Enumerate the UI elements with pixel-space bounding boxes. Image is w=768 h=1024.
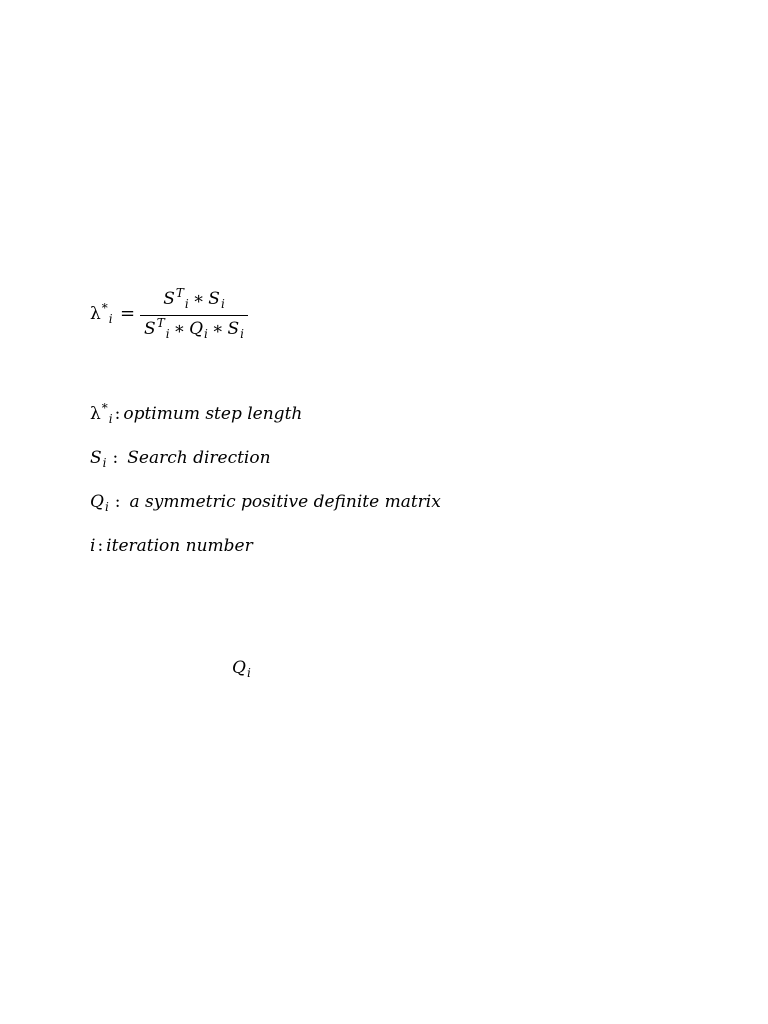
definition-matrix xyxy=(90,492,441,512)
equals-sign: = xyxy=(120,303,136,324)
definition-separator: : xyxy=(97,536,104,556)
definition-text: a symmetric positive definite matrix xyxy=(129,492,441,512)
stray-q-symbol: $Q_i$ xyxy=(232,658,251,680)
definition-superscript: * xyxy=(101,401,108,415)
definition-subscript: i xyxy=(104,500,109,514)
fraction-numerator: $S^T_i$ ∗ $S_i$ xyxy=(163,286,225,311)
definition-subscript: i xyxy=(108,412,113,426)
definition-separator: : xyxy=(114,492,121,512)
definition-search-direction xyxy=(90,448,271,468)
lambda-symbol: λ xyxy=(90,304,101,324)
fraction-denominator: $S^T_i$ ∗ $Q_i$ ∗ $S_i$ xyxy=(144,316,244,341)
definition-subscript: i xyxy=(102,456,107,470)
definition-symbol: S xyxy=(90,448,102,468)
definition-text: Search direction xyxy=(127,448,271,468)
definition-symbol: i xyxy=(90,536,96,556)
lambda-subscript: i xyxy=(108,312,113,326)
definition-separator: : xyxy=(114,404,121,424)
definition-iteration xyxy=(90,536,253,556)
lambda-superscript: * xyxy=(101,301,108,315)
definition-symbol: Q xyxy=(90,492,104,512)
definition-text: iteration number xyxy=(106,536,253,556)
definition-symbol: λ xyxy=(90,404,101,424)
definition-lambda xyxy=(90,401,303,426)
definition-text: optimum step length xyxy=(123,404,303,424)
equation-lhs xyxy=(90,301,113,326)
step-length-equation xyxy=(90,284,290,344)
definition-separator: : xyxy=(112,448,119,468)
